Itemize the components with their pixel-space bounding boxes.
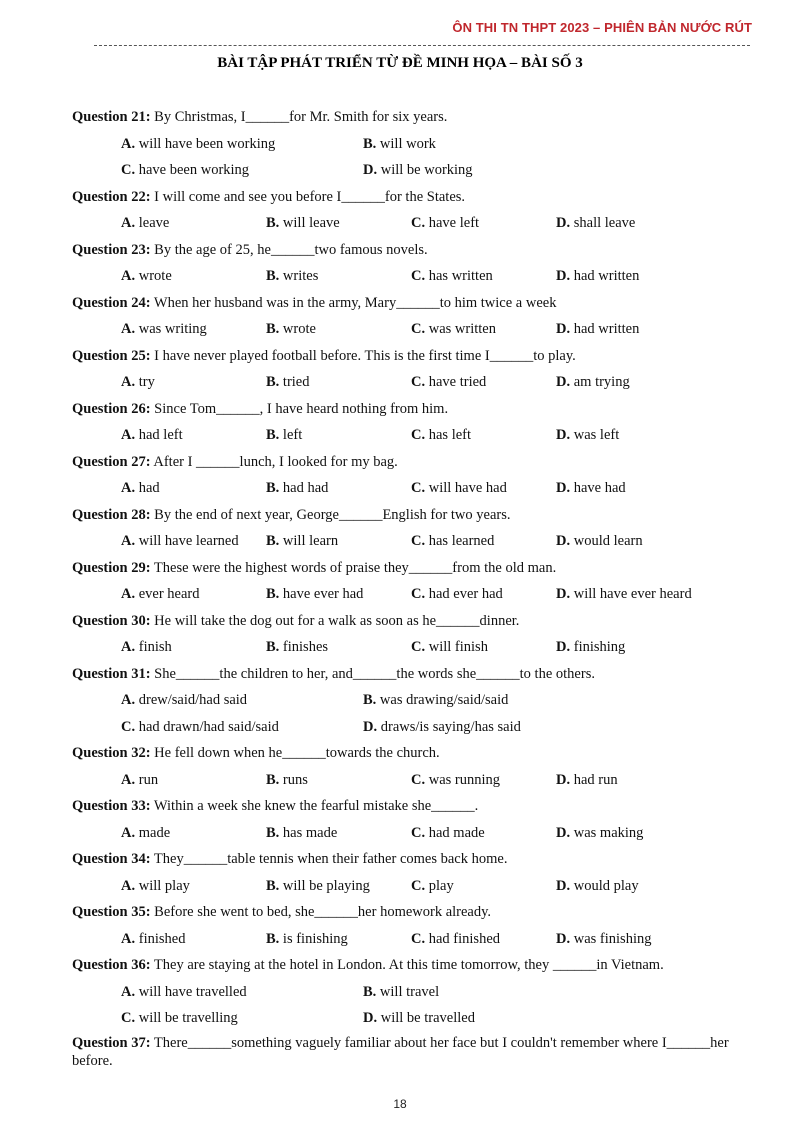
options-row bbox=[121, 265, 762, 292]
question-label: Question 29: bbox=[72, 559, 151, 576]
question-text: He fell down when he______towards the church. bbox=[154, 745, 440, 761]
question-stem bbox=[72, 451, 762, 473]
options-row bbox=[121, 318, 762, 345]
option-c[interactable]: C. will be travelling bbox=[121, 1010, 238, 1026]
option-d[interactable]: D. finishing bbox=[556, 639, 626, 655]
options-row bbox=[121, 583, 762, 610]
option-a[interactable]: A. will have learned bbox=[121, 533, 239, 549]
option-b[interactable]: B. will travel bbox=[363, 983, 440, 1000]
option-c[interactable]: C. had drawn/had said/said bbox=[121, 718, 279, 735]
question-text: I will come and see you before I______for the States. bbox=[154, 188, 466, 205]
question-label: Question 34: bbox=[72, 851, 151, 867]
question-21 bbox=[72, 106, 762, 186]
question-text: There______something vaguely familiar about her face but I couldn't remember where I______her before. bbox=[72, 1034, 729, 1069]
question-23 bbox=[72, 239, 762, 292]
options-row bbox=[121, 424, 762, 451]
option-d[interactable]: D. would play bbox=[556, 877, 639, 894]
question-label: Question 25: bbox=[72, 347, 151, 364]
options-row bbox=[121, 822, 762, 849]
options-row bbox=[121, 133, 762, 160]
option-c[interactable]: C. will finish bbox=[411, 639, 488, 655]
option-c[interactable]: C. has written bbox=[411, 268, 493, 284]
options-row bbox=[121, 477, 762, 504]
option-a[interactable]: A. finish bbox=[121, 639, 172, 655]
option-a[interactable]: A. leave bbox=[121, 215, 170, 231]
option-b[interactable]: B. is finishing bbox=[266, 930, 348, 947]
option-b[interactable]: B. will work bbox=[363, 135, 436, 152]
question-text: They are staying at the hotel in London. At this time tomorrow, they ______in Vietnam. bbox=[153, 957, 664, 973]
question-text: Since Tom______, I have heard nothing from him. bbox=[154, 400, 449, 417]
question-text: These were the highest words of praise they______from the old man. bbox=[153, 559, 557, 576]
option-c[interactable]: C. has left bbox=[411, 427, 472, 443]
options-row bbox=[121, 769, 762, 796]
option-a[interactable]: A. ever heard bbox=[121, 586, 200, 602]
question-text: By the end of next year, George______English for two years. bbox=[154, 506, 511, 523]
question-28 bbox=[72, 504, 762, 557]
option-c[interactable]: C. had ever had bbox=[411, 586, 503, 602]
question-stem bbox=[72, 795, 762, 817]
options-row bbox=[121, 636, 762, 663]
question-32 bbox=[72, 742, 762, 795]
question-stem bbox=[72, 1034, 762, 1070]
options-row bbox=[121, 530, 762, 557]
question-stem bbox=[72, 610, 762, 632]
question-text: I have never played football before. This is the first time I______to play. bbox=[154, 347, 576, 364]
question-34 bbox=[72, 848, 762, 901]
option-b[interactable]: B. have ever had bbox=[266, 586, 364, 602]
option-b[interactable]: B. left bbox=[266, 427, 303, 443]
question-stem bbox=[72, 954, 762, 976]
option-a[interactable]: A. wrote bbox=[121, 268, 172, 284]
question-33 bbox=[72, 795, 762, 848]
question-37 bbox=[72, 1034, 762, 1070]
option-c[interactable]: C. had finished bbox=[411, 930, 501, 947]
question-label: Question 32: bbox=[72, 745, 151, 761]
option-d[interactable]: D. had run bbox=[556, 771, 618, 788]
question-label: Question 31: bbox=[72, 665, 151, 682]
question-stem bbox=[72, 345, 762, 367]
question-stem bbox=[72, 557, 762, 579]
option-c[interactable]: C. have left bbox=[411, 215, 480, 231]
option-d[interactable]: D. had written bbox=[556, 321, 640, 337]
question-label: Question 23: bbox=[72, 241, 151, 258]
option-a[interactable]: A. was writing bbox=[121, 321, 207, 337]
page-title: BÀI TẬP PHÁT TRIỂN TỪ ĐỀ MINH HỌA – BÀI SỐ 3 bbox=[217, 55, 583, 71]
option-a[interactable]: A. made bbox=[121, 824, 171, 841]
question-29 bbox=[72, 557, 762, 610]
page-number: 18 bbox=[393, 1097, 407, 1111]
question-22 bbox=[72, 186, 762, 239]
question-24 bbox=[72, 292, 762, 345]
option-d[interactable]: D. shall leave bbox=[556, 215, 636, 231]
option-a[interactable]: A. finished bbox=[121, 930, 186, 947]
question-stem bbox=[72, 742, 762, 764]
question-stem bbox=[72, 504, 762, 526]
question-stem bbox=[72, 292, 762, 314]
question-stem bbox=[72, 848, 762, 870]
option-b[interactable]: B. writes bbox=[266, 268, 319, 284]
option-d[interactable]: D. had written bbox=[556, 268, 640, 284]
option-c[interactable]: C. has learned bbox=[411, 533, 495, 549]
question-26 bbox=[72, 398, 762, 451]
question-stem bbox=[72, 901, 762, 923]
question-label: Question 37: bbox=[72, 1034, 151, 1051]
question-text: When her husband was in the army, Mary______to him twice a week bbox=[153, 294, 557, 311]
question-27 bbox=[72, 451, 762, 504]
option-b[interactable]: B. will learn bbox=[266, 533, 339, 549]
question-stem bbox=[72, 663, 762, 685]
question-36 bbox=[72, 954, 762, 1034]
option-c[interactable]: C. will have had bbox=[411, 480, 507, 496]
question-text: After I ______lunch, I looked for my bag. bbox=[153, 453, 398, 470]
option-a[interactable]: A. will have travelled bbox=[121, 983, 247, 1000]
question-list bbox=[72, 106, 762, 1070]
options-row bbox=[121, 716, 762, 743]
question-label: Question 24: bbox=[72, 294, 151, 311]
options-row bbox=[121, 928, 762, 955]
question-label: Question 33: bbox=[72, 798, 151, 814]
option-b[interactable]: B. had had bbox=[266, 480, 329, 496]
question-text: By Christmas, I______for Mr. Smith for six years. bbox=[154, 109, 448, 125]
option-c[interactable]: C. had made bbox=[411, 824, 485, 841]
question-31 bbox=[72, 663, 762, 743]
option-a[interactable]: A. try bbox=[121, 374, 155, 390]
options-row bbox=[121, 371, 762, 398]
question-label: Question 21: bbox=[72, 109, 151, 125]
question-label: Question 36: bbox=[72, 957, 151, 973]
question-label: Question 22: bbox=[72, 188, 151, 205]
option-d[interactable]: D. have had bbox=[556, 480, 626, 496]
option-d[interactable]: D. was making bbox=[556, 824, 644, 841]
question-text: He will take the dog out for a walk as soon as he______dinner. bbox=[154, 612, 520, 629]
option-a[interactable]: A. drew/said/had said bbox=[121, 692, 248, 708]
header-label: ÔN THI TN THPT 2023 – PHIÊN BẢN NƯỚC RÚT bbox=[452, 20, 752, 35]
option-a[interactable]: A. run bbox=[121, 771, 159, 788]
question-35 bbox=[72, 901, 762, 954]
option-d[interactable]: D. am trying bbox=[556, 374, 630, 390]
option-b[interactable]: B. runs bbox=[266, 771, 308, 788]
option-c[interactable]: C. was running bbox=[411, 771, 501, 788]
question-label: Question 28: bbox=[72, 506, 151, 523]
question-text: By the age of 25, he______two famous novels. bbox=[154, 241, 428, 258]
option-b[interactable]: B. will be playing bbox=[266, 877, 370, 894]
question-text: They______table tennis when their father comes back home. bbox=[153, 851, 508, 867]
option-a[interactable]: A. will play bbox=[121, 877, 190, 894]
option-b[interactable]: B. was drawing/said/said bbox=[363, 692, 509, 708]
option-d[interactable]: D. was finishing bbox=[556, 930, 652, 947]
question-label: Question 26: bbox=[72, 400, 151, 417]
option-d[interactable]: D. will be working bbox=[363, 162, 473, 178]
question-stem bbox=[72, 239, 762, 261]
option-b[interactable]: B. has made bbox=[266, 824, 338, 841]
option-c[interactable]: C. play bbox=[411, 877, 454, 894]
question-label: Question 27: bbox=[72, 453, 151, 470]
option-d[interactable]: D. would learn bbox=[556, 533, 643, 549]
question-25 bbox=[72, 345, 762, 398]
options-row bbox=[121, 689, 762, 716]
option-a[interactable]: A. had bbox=[121, 480, 160, 496]
option-c[interactable]: C. have been working bbox=[121, 162, 250, 178]
question-text: She______the children to her, and______the words she______to the others. bbox=[154, 665, 595, 682]
options-row bbox=[121, 981, 762, 1008]
option-a[interactable]: A. had left bbox=[121, 427, 183, 443]
dashed-divider bbox=[94, 45, 750, 46]
option-a[interactable]: A. will have been working bbox=[121, 135, 276, 152]
question-30 bbox=[72, 610, 762, 663]
options-row bbox=[121, 1007, 762, 1034]
question-label: Question 30: bbox=[72, 612, 151, 629]
option-b[interactable]: B. finishes bbox=[266, 639, 329, 655]
option-d[interactable]: D. will be travelled bbox=[363, 1010, 475, 1026]
question-stem bbox=[72, 398, 762, 420]
question-stem bbox=[72, 106, 762, 128]
option-d[interactable]: D. was left bbox=[556, 427, 620, 443]
option-c[interactable]: C. have tried bbox=[411, 374, 487, 390]
option-c[interactable]: C. was written bbox=[411, 321, 496, 337]
option-b[interactable]: B. tried bbox=[266, 374, 310, 390]
options-row bbox=[121, 212, 762, 239]
question-stem bbox=[72, 186, 762, 208]
question-text: Before she went to bed, she______her homework already. bbox=[154, 904, 492, 920]
question-label: Question 35: bbox=[72, 904, 151, 920]
option-d[interactable]: D. will have ever heard bbox=[556, 586, 692, 602]
option-b[interactable]: B. wrote bbox=[266, 321, 316, 337]
option-d[interactable]: D. draws/is saying/has said bbox=[363, 718, 521, 735]
question-text: Within a week she knew the fearful mistake she______. bbox=[153, 798, 479, 814]
options-row bbox=[121, 159, 762, 186]
option-b[interactable]: B. will leave bbox=[266, 215, 340, 231]
options-row bbox=[121, 875, 762, 902]
